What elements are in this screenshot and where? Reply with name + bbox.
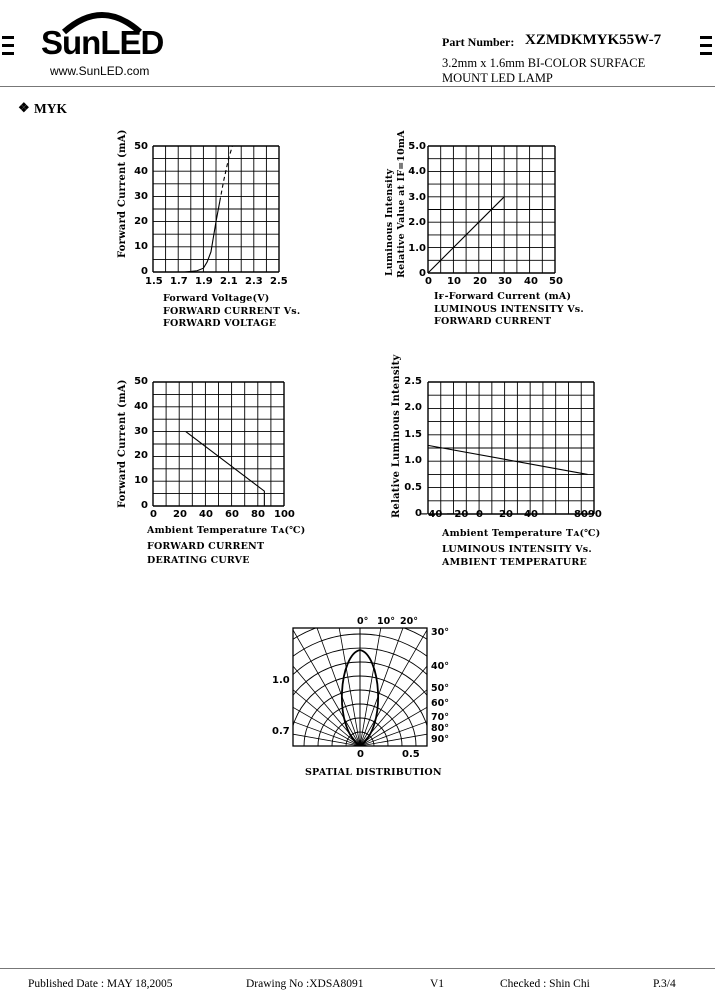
- iv-xlabel: Forward Voltage(V): [163, 293, 270, 304]
- iv-xtick: 2.3: [245, 276, 263, 287]
- derating-caption2: DERATING CURVE: [147, 555, 250, 566]
- derating-xtick: 100: [274, 509, 295, 520]
- menu-bars-left: [2, 36, 14, 55]
- spatial-caption: SPATIAL DISTRIBUTION: [305, 767, 442, 778]
- iv-series-line: [185, 201, 220, 272]
- derating-ylabel: Forward Current (mA): [117, 379, 128, 508]
- li-ytick: 3.0: [408, 191, 426, 203]
- iv-caption2: FORWARD VOLTAGE: [163, 318, 277, 329]
- spatial-bottom-tick: 0.5: [402, 749, 420, 760]
- li-xtick: 40: [524, 276, 538, 287]
- li-ytick: 1.0: [408, 242, 426, 254]
- iv-ytick: 50: [134, 141, 148, 152]
- li-xticks: [425, 276, 563, 288]
- spatial-left-tick: 1.0: [272, 675, 290, 686]
- spatial-right-angle: 50°: [431, 683, 449, 694]
- derating-xtick: 20: [173, 509, 187, 520]
- header-rule: [0, 86, 715, 87]
- spatial-left-tick: 0.7: [272, 726, 290, 737]
- li-ytick: 2.0: [408, 217, 426, 229]
- iv-xticks: [145, 276, 288, 288]
- derating-ytick: 40: [134, 400, 148, 412]
- published-date: Published Date : MAY 18,2005: [28, 978, 173, 990]
- footer-rule: [0, 968, 715, 969]
- derating-ytick: 10: [134, 475, 148, 487]
- li-xtick: 10: [447, 276, 461, 287]
- temp-ytick: 2.5: [404, 376, 422, 387]
- li-xtick: 0: [425, 276, 432, 287]
- temp-xticks: [420, 509, 602, 521]
- brand-logo: SunLED: [41, 24, 164, 61]
- section-diamond-icon: ❖: [18, 100, 30, 115]
- temp-ytick: 2.0: [404, 402, 422, 414]
- spatial-grid: [190, 576, 530, 746]
- li-ylabel1: Luminous Intensity: [384, 168, 395, 276]
- derating-xtick: 60: [225, 509, 239, 520]
- temp-series-line: [428, 445, 588, 474]
- temp-xtick: −40: [420, 509, 443, 520]
- temp-xtick: 0: [476, 509, 483, 520]
- li-caption1: LUMINOUS INTENSITY Vs.: [434, 304, 584, 315]
- menu-bars-right: [700, 36, 712, 55]
- derating-xtick: 80: [251, 509, 265, 520]
- iv-series-line-dashed: [220, 146, 233, 201]
- iv-xtick: 2.5: [270, 276, 288, 287]
- li-ylabel2: Relative Value at IF=10mA: [396, 130, 407, 278]
- page-number: P.3/4: [653, 978, 676, 990]
- temp-ytick: 0.5: [404, 481, 422, 493]
- spatial-right-angle: 90°: [431, 734, 449, 745]
- iv-caption1: FORWARD CURRENT Vs.: [163, 306, 301, 317]
- temp-caption1: LUMINOUS INTENSITY Vs.: [442, 544, 592, 555]
- temp-ytick: 1.0: [404, 455, 422, 467]
- derating-xtick: 40: [199, 509, 213, 520]
- iv-xtick: 1.7: [170, 276, 188, 287]
- temp-ylabel: Relative Luminous Intensity: [391, 354, 402, 518]
- temp-ytick: 0: [415, 508, 422, 519]
- iv-ytick: 30: [134, 191, 148, 202]
- checked-by: Checked : Shin Chi: [500, 978, 590, 990]
- derating-ytick: 50: [134, 376, 148, 387]
- spatial-right-angle: 80°: [431, 723, 449, 734]
- drawing-number: Drawing No :XDSA8091: [246, 978, 364, 990]
- part-number: XZMDKMYK55W-7: [525, 32, 662, 48]
- li-chart: [428, 146, 555, 273]
- temp-xtick: 40: [524, 509, 538, 520]
- spatial-right-angle: 70°: [431, 712, 449, 723]
- spatial-top-angle: 10°: [377, 616, 395, 627]
- spatial-right-angle: 30°: [431, 627, 449, 638]
- temp-xtick: 20: [499, 509, 513, 520]
- iv-xtick: 2.1: [220, 276, 238, 287]
- iv-ytick: 40: [134, 166, 148, 177]
- spatial-right-angle: 40°: [431, 661, 449, 672]
- derating-xtick: 0: [150, 509, 157, 520]
- section-title: MYK: [34, 101, 67, 116]
- iv-xtick: 1.9: [195, 276, 213, 287]
- description-line1: 3.2mm x 1.6mm BI-COLOR SURFACE: [442, 56, 646, 70]
- temp-chart: [428, 382, 594, 514]
- li-ytick: 5.0: [408, 141, 426, 152]
- derating-caption1: FORWARD CURRENT: [147, 541, 265, 552]
- temp-xlabel: Ambient Temperature Tᴀ(℃): [442, 528, 601, 539]
- derating-chart: [153, 382, 284, 506]
- spatial-diagram: [293, 628, 427, 746]
- temp-ytick: 1.5: [404, 428, 422, 440]
- iv-chart: [153, 146, 279, 272]
- iv-ytick: 10: [134, 241, 148, 252]
- iv-xtick: 1.5: [145, 276, 163, 287]
- part-number-label: Part Number:: [442, 35, 515, 49]
- derating-ytick: 30: [134, 425, 148, 437]
- derating-ytick: 20: [134, 450, 148, 462]
- iv-ytick: 20: [134, 216, 148, 227]
- spatial-right-angle: 60°: [431, 698, 449, 709]
- spatial-top-angle: 0°: [357, 616, 369, 627]
- iv-ylabel: Forward Current (mA): [117, 129, 128, 258]
- derating-xticks: [150, 509, 295, 521]
- iv-ytick: 0: [141, 266, 148, 277]
- li-xtick: 50: [549, 276, 563, 287]
- li-xlabel: Iғ-Forward Current (mA): [434, 291, 572, 302]
- website: www.SunLED.com: [50, 64, 150, 78]
- derating-ytick: 0: [141, 500, 148, 511]
- li-xtick: 30: [498, 276, 512, 287]
- spatial-top-angle: 20°: [400, 616, 418, 627]
- li-ytick: 4.0: [408, 166, 426, 178]
- li-xtick: 20: [473, 276, 487, 287]
- spatial-bottom-tick: 0: [357, 749, 364, 760]
- description-line2: MOUNT LED LAMP: [442, 71, 553, 85]
- version: V1: [430, 978, 445, 990]
- li-ytick: 0: [419, 268, 426, 279]
- temp-caption2: AMBIENT TEMPERATURE: [442, 557, 587, 568]
- temp-xtick: 8090: [574, 509, 602, 520]
- li-caption2: FORWARD CURRENT: [434, 316, 552, 327]
- temp-xtick: −20: [446, 509, 469, 520]
- derating-xlabel: Ambient Temperature Tᴀ(℃): [147, 525, 306, 536]
